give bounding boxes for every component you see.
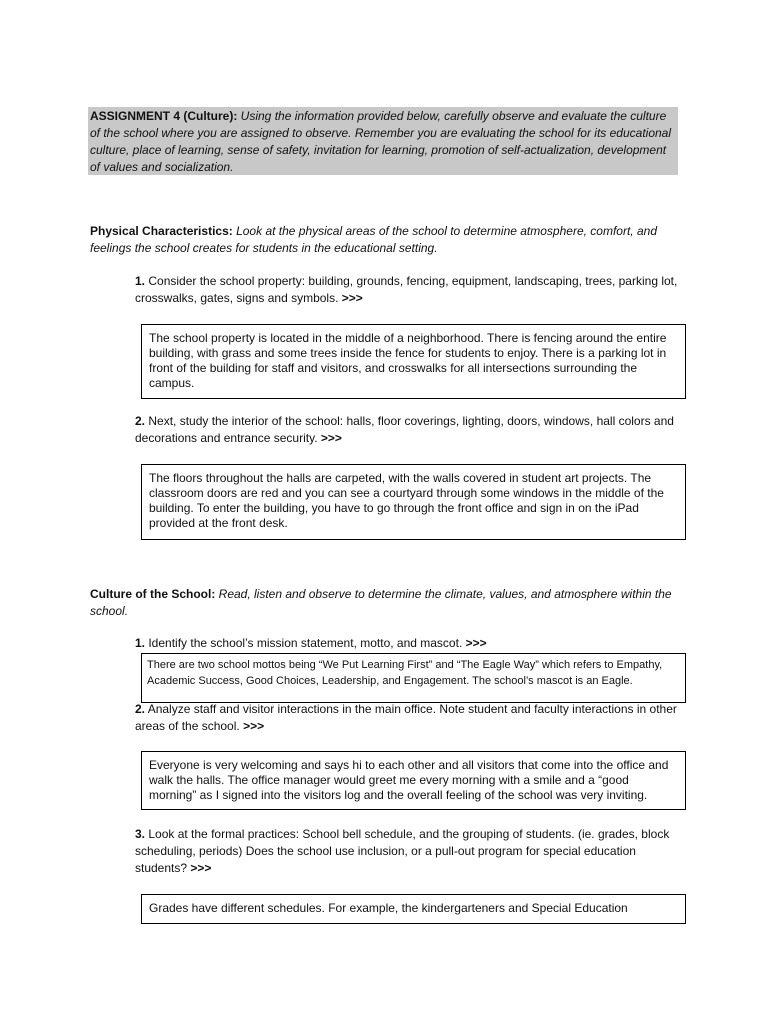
culture-answer-3: Grades have different schedules. For example, the kindergarteners and Special Education	[141, 894, 686, 924]
culture-answer-1: There are two school mottos being “We Put Learning First” and “The Eagle Way” which refers to Empathy, Academic Success, Good Choices, Leadership, and Engagement. The school’s mascot is an Eagle.	[141, 653, 686, 703]
culture-answer-2: Everyone is very welcoming and says hi to each other and all visitors that come into the office and walk the halls. The office manager would greet me every morning with a smile and a “good morning” as I signed into the visitors log and the overall feeling of the school was very inviting.	[141, 751, 686, 810]
question-text: Look at the formal practices: School bell schedule, and the grouping of students. (ie. grades, block scheduling, periods) Does the school use inclusion, or a pull-out program for special education students?	[135, 827, 670, 875]
physical-answer-1: The school property is located in the middle of a neighborhood. There is fencing around the entire building, with grass and some trees inside the fence for students to enjoy. There is a parking lot in front of the building for staff and visitors, and crosswalks for all intersections surrounding the campus.	[141, 324, 686, 399]
physical-question-1	[135, 273, 680, 307]
assignment-label: ASSIGNMENT 4 (Culture):	[90, 109, 238, 123]
culture-description: Read, listen and observe to determine the climate, values, and atmosphere within the school.	[90, 587, 672, 618]
answer-arrows: >>>	[320, 431, 342, 445]
physical-answer-2: The floors throughout the halls are carpeted, with the walls covered in student art projects. The classroom doors are red and you can see a courtyard through some windows in the middle of the building. To enter the building, you have to go through the front office and sign in on the iPad provided at the front desk.	[141, 464, 686, 540]
question-text: Identify the school’s mission statement, motto, and mascot.	[145, 636, 466, 650]
assignment-banner	[88, 107, 678, 175]
answer-arrows: >>>	[243, 719, 265, 733]
culture-heading: Culture of the School:	[90, 587, 216, 601]
question-number: 3.	[135, 827, 146, 841]
answer-arrows: >>>	[465, 636, 487, 650]
culture-section-heading	[90, 586, 680, 620]
answer-arrows: >>>	[341, 291, 363, 305]
question-text: Analyze staff and visitor interactions in the main office. Note student and faculty interactions in other areas of the school.	[135, 702, 677, 733]
physical-description: Look at the physical areas of the school to determine atmosphere, comfort, and feelings the school creates for students in the educational setting.	[90, 224, 657, 255]
question-number: 1.	[135, 274, 146, 288]
culture-question-2	[135, 701, 680, 735]
question-number: 2.	[135, 414, 146, 428]
physical-question-2	[135, 413, 680, 447]
question-text: Next, study the interior of the school: halls, floor coverings, lighting, doors, windows, hall colors and decorations and entrance security.	[135, 414, 674, 445]
physical-heading: Physical Characteristics:	[90, 224, 233, 238]
question-number: 2.	[135, 702, 146, 716]
culture-question-3	[135, 826, 680, 877]
assignment-instructions: Using the information provided below, carefully observe and evaluate the culture of the school where you are assigned to observe. Remember you are evaluating the school for its educational culture, place of learning, sense of safety, invitation for learning, promotion of self-actualization, development of values and socialization.	[90, 109, 672, 174]
physical-section-heading	[90, 223, 680, 257]
question-text: Consider the school property: building, grounds, fencing, equipment, landscaping, trees, parking lot, crosswalks, gates, signs and symbols.	[135, 274, 678, 305]
culture-question-1	[135, 635, 680, 652]
answer-arrows: >>>	[190, 861, 212, 875]
question-number: 1.	[135, 636, 146, 650]
